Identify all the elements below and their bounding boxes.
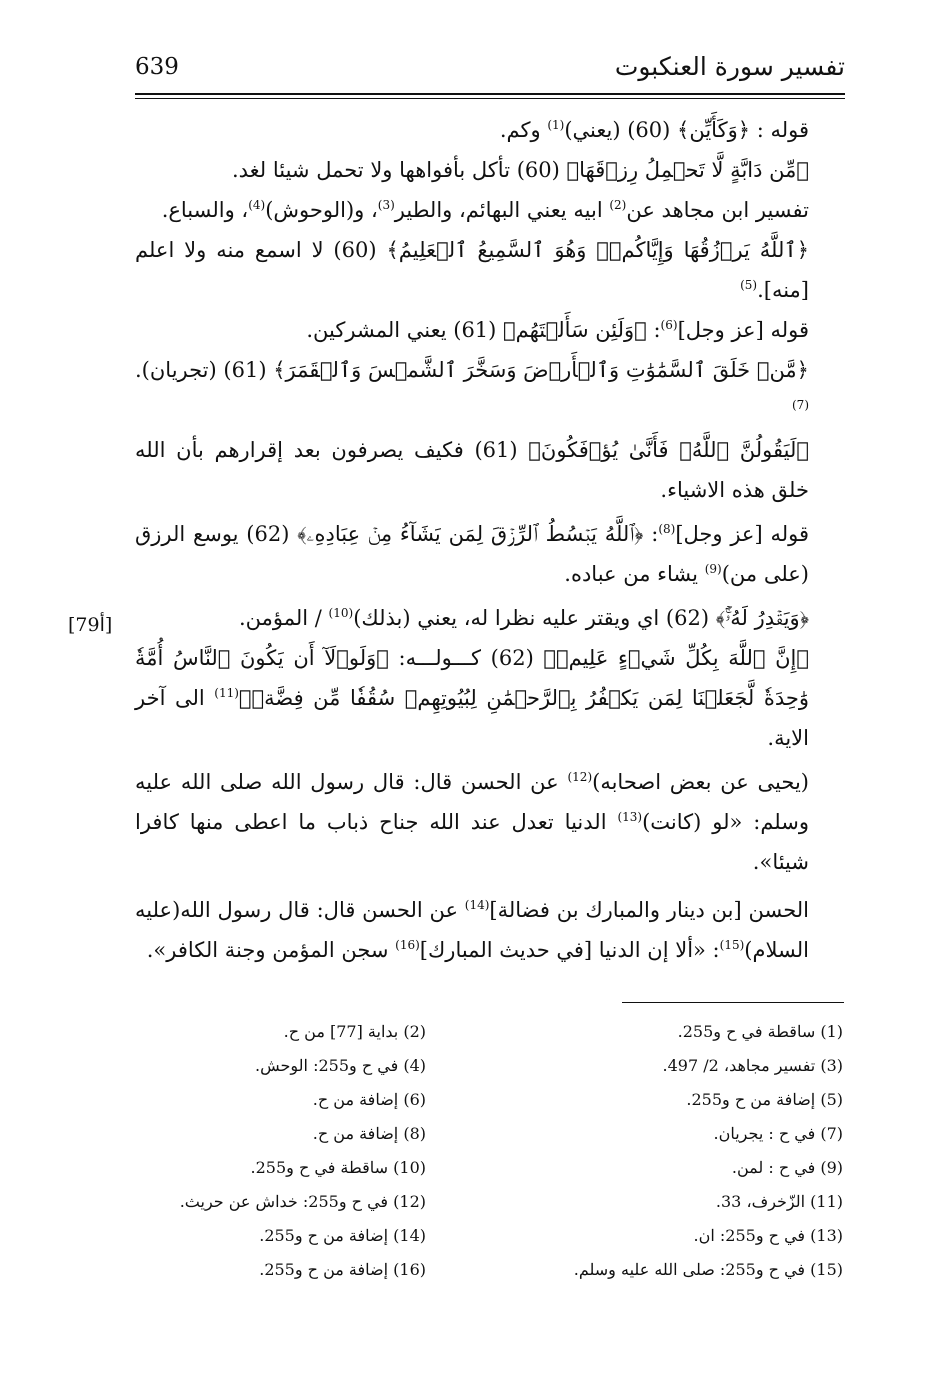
running-title: تفسير سورة العنكبوت [614,52,845,81]
paragraph-10: ﴿إِنَّ ٱللَّهَ بِكُلِّ شَيۡءٍ عَلِيمٞ﴾ (62) كـــولـــه: ﴿وَلَوۡلَآ أَن يَكُونَ ٱلنَّاسُ أُمَّةٗ وَٰحِدَةٗ لَّجَعَلۡنَا لِمَن يَكۡفُرُ بِٱلرَّحۡمَٰنِ لِبُيُوتِهِمۡ سُقُفٗا مِّن فِضَّةٖ﴾$^{(11)}$ الى آخر الاية. [135,646,809,750]
footnote-2: (2) بداية [77] من ح. [283,1022,426,1041]
footnote-15: (15) في ح و255: صلى الله عليه وسلم. [573,1260,843,1279]
quran-quote: ﴿وَكَأَيِّن﴾ [677,118,751,142]
footnote-9: (9) في ح : لمن. [731,1158,843,1177]
page-number: 639 [135,54,179,80]
footnote-5: (5) إضافة من ح و255. [686,1090,843,1109]
paragraph-11: (يحيى عن بعض اصحابه)$^{(12)}$ عن الحسن قال: قال رسول الله صلى الله عليه وسلم: «لو (كانت)$^{(13)}$ الدنيا تعدل عند الله جناح ذباب ما اعطى منها كافرا شيئا». [135,770,809,874]
footnote-8: (8) إضافة من ح. [312,1124,426,1143]
footnote-separator [622,1002,844,1003]
quran-quote: ﴿مَّنۡ خَلَقَ ٱلسَّمَٰوَٰتِ وَٱلۡأَرۡضَ وَسَخَّرَ ٱلشَّمۡسَ وَٱلۡقَمَرَ﴾ [273,358,809,382]
footnote-3: (3) تفسير مجاهد، 2/ 497. [662,1056,843,1075]
footnote-1: (1) ساقطة في ح و255. [677,1022,843,1041]
quran-quote: ﴿لَيَقُولُنَّ ٱللَّهُۖ فَأَنَّىٰ يُؤۡفَكُونَ﴾ [528,438,809,462]
paragraph-3: تفسير ابن مجاهد عن$^{(2)}$ ابيه يعني البهائم، والطير$^{(3)}$، و(الوحوش)$^{(4)}$، والسباع. [161,198,809,222]
header-rule [135,93,845,95]
footnote-12: (12) في ح و255: خداش عن حريث. [179,1192,426,1211]
quran-quote: ﴿إِنَّ ٱللَّهَ بِكُلِّ شَيۡءٍ عَلِيمٞ﴾ [543,646,809,670]
paragraph-5: قوله [عز وجل]$^{(6)}$: ﴿وَلَئِن سَأَلۡتَهُم﴾ (61) يعني المشركين. [306,318,809,342]
footnote-ref: (10) [328,606,354,620]
paragraph-7: ﴿لَيَقُولُنَّ ٱللَّهُۖ فَأَنَّىٰ يُؤۡفَكُونَ﴾ (61) فكيف يصرفون بعد إقرارهم بأن الله خلق هذه الاشياء. [135,438,809,502]
quran-quote: ﴿ٱللَّهُ يَرۡزُقُهَا وَإِيَّاكُمۡۚ وَهُوَ ٱلسَّمِيعُ ٱلۡعَلِيمُ﴾ [386,238,809,262]
footnote-ref: (4) [248,198,266,212]
footnote-ref: (5) [740,278,758,292]
footnote-16: (16) إضافة من ح و255. [259,1260,426,1279]
footnote-ref: (7) [791,398,809,412]
footnote-6: (6) إضافة من ح. [312,1090,426,1109]
footnote-ref: (14) [464,898,490,912]
footnote-11: (11) الزّخرف، 33. [715,1192,843,1211]
footnote-ref: (3) [377,198,395,212]
footnote-ref: (8) [658,522,676,536]
footnote-ref: (16) [395,938,420,952]
paragraph-6: ﴿مَّنۡ خَلَقَ ٱلسَّمَٰوَٰتِ وَٱلۡأَرۡضَ وَسَخَّرَ ٱلشَّمۡسَ وَٱلۡقَمَرَ﴾ (61) (تجريان).$^{(7)}$ [135,358,809,412]
footnote-ref: (13) [617,810,643,824]
footnote-ref: (15) [719,938,745,952]
paragraph-8: قوله [عز وجل]$^{(8)}$: ﴿ٱللَّهُ يَبۡسُطُ ٱلرِّزۡقَ لِمَن يَشَآءُ مِنۡ عِبَادِهِۦ﴾ (62) يوسع الرزق (على من)$^{(9)}$ يشاء من عباده. [135,522,809,586]
footnote-ref: (12) [567,770,593,784]
header-rule-thin [135,98,845,99]
paragraph-12: الحسن [بن دينار والمبارك بن فضالة]$^{(14)}$ عن الحسن قال: قال رسول الله(عليه السلام)$^{(15)}$: «ألا إن الدنيا [في حديث المبارك]$^{(16)}$ سجن المؤمن وجنة الكافر». [135,898,809,962]
footnote-ref: (9) [704,562,722,576]
footnote-ref: (6) [660,318,678,332]
paragraph-1: قوله : ﴿وَكَأَيِّن﴾ (60) (يعني)$^{(1)}$ وكم. [499,118,809,142]
footnote-13: (13) في ح و255: ان. [693,1226,843,1245]
main-text [135,110,845,970]
quran-quote: ﴿مِّن دَابَّةٍ لَّا تَحۡمِلُ رِزۡقَهَا﴾ [566,158,809,182]
footnote-10: (10) ساقطة في ح و255. [250,1158,426,1177]
footnote-ref: (2) [609,198,627,212]
paragraph-4: ﴿ٱللَّهُ يَرۡزُقُهَا وَإِيَّاكُمۡۚ وَهُوَ ٱلسَّمِيعُ ٱلۡعَلِيمُ﴾ (60) لا اسمع منه ولا اعلم [منه].$^{(5)}$ [135,238,809,302]
quran-quote: ﴿وَيَقۡدِرُ لَهُۥٓۚ﴾ [715,606,809,630]
quran-quote: ﴿ٱللَّهُ يَبۡسُطُ ٱلرِّزۡقَ لِمَن يَشَآءُ مِنۡ عِبَادِهِۦ﴾ [297,522,644,546]
footnote-4: (4) في ح و255: الوحش. [255,1056,426,1075]
paragraph-2: ﴿مِّن دَابَّةٍ لَّا تَحۡمِلُ رِزۡقَهَا﴾ (60) تأكل بأفواهها ولا تحمل شيئا لغد. [231,158,809,182]
footnote-7: (7) في ح : يجريان. [713,1124,843,1143]
footnote-ref: (1) [547,118,565,132]
quran-quote: ﴿وَلَئِن سَأَلۡتَهُم﴾ [503,318,647,342]
manuscript-folio-marker: [79أ] [68,614,113,636]
footnote-14: (14) إضافة من ح و255. [259,1226,426,1245]
running-header [135,52,845,94]
paragraph-9: ﴿وَيَقۡدِرُ لَهُۥٓۚ﴾ (62) اي ويقتر عليه نظرا له، يعني (بذلك)$^{(10)}$ / المؤمن. [238,606,809,630]
quran-quote: ﴿وَلَوۡلَآ أَن يَكُونَ ٱلنَّاسُ أُمَّةٗ وَٰحِدَةٗ لَّجَعَلۡنَا لِمَن يَكۡفُرُ بِٱلرَّحۡمَٰنِ لِبُيُوتِهِمۡ سُقُفٗا مِّن فِضَّةٖ﴾ [135,646,809,710]
footnotes [135,1016,845,1286]
footnote-ref: (11) [214,686,239,700]
